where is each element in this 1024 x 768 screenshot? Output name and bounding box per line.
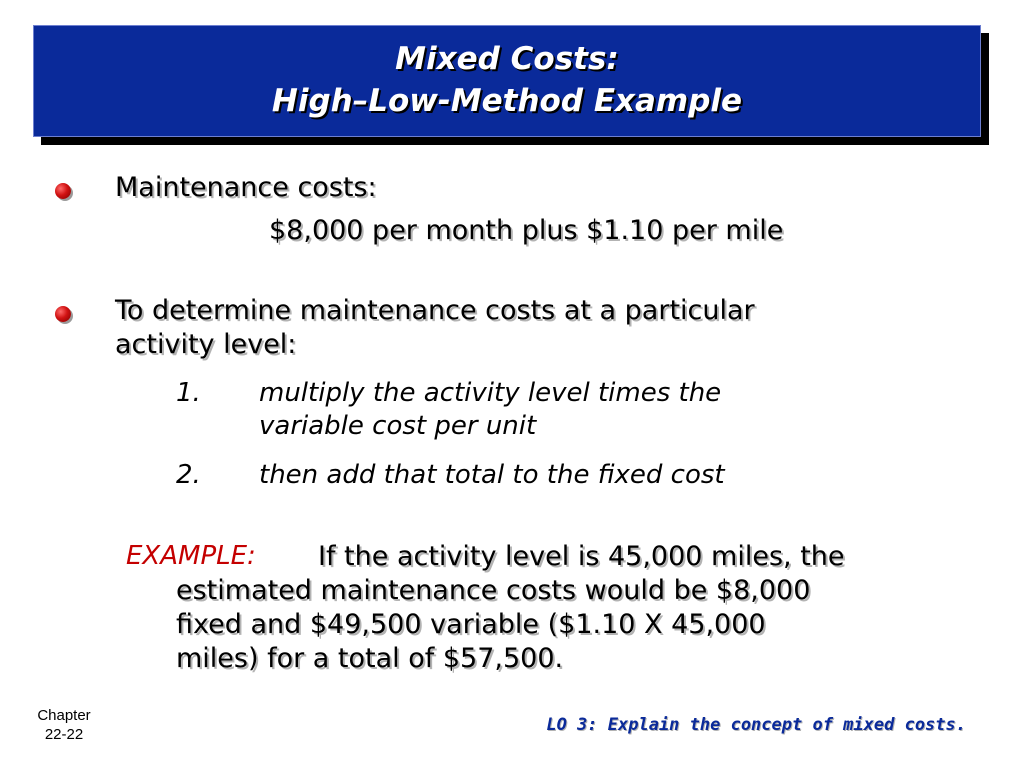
slide-title-line-2: High–Low-Method Example — [271, 83, 743, 119]
step-1-text-line-1: multiply the activity level times the — [259, 378, 722, 408]
step-1-number: 1. — [176, 378, 201, 408]
example-text-line-3: fixed and $49,500 variable ($1.10 X 45,000 — [176, 609, 766, 640]
slide-title-line-1: Mixed Costs: — [395, 41, 619, 77]
example-text-line-1: If the activity level is 45,000 miles, the — [318, 541, 845, 572]
chapter-indicator — [26, 706, 102, 744]
learning-objective: LO 3: Explain the concept of mixed costs. — [546, 715, 966, 735]
bullet-2-text-line-1: To determine maintenance costs at a particular — [115, 295, 755, 326]
bullet-dot-icon — [55, 183, 71, 199]
bullet-2-text-line-2: activity level: — [115, 329, 297, 360]
title-banner — [33, 25, 981, 137]
bullet-dot-icon — [55, 306, 71, 322]
step-2-number: 2. — [176, 460, 201, 490]
step-2-text: then add that total to the fixed cost — [259, 460, 725, 490]
example-label: EXAMPLE: — [126, 541, 256, 571]
example-text-line-2: estimated maintenance costs would be $8,000 — [176, 575, 811, 606]
chapter-label: Chapter — [37, 707, 91, 724]
chapter-number: 22-22 — [44, 726, 84, 743]
example-text-line-4: miles) for a total of $57,500. — [176, 643, 564, 674]
step-1-text-line-2: variable cost per unit — [259, 411, 537, 441]
bullet-1-detail: $8,000 per month plus $1.10 per mile — [269, 215, 784, 246]
bullet-1-text: Maintenance costs: — [115, 172, 377, 203]
